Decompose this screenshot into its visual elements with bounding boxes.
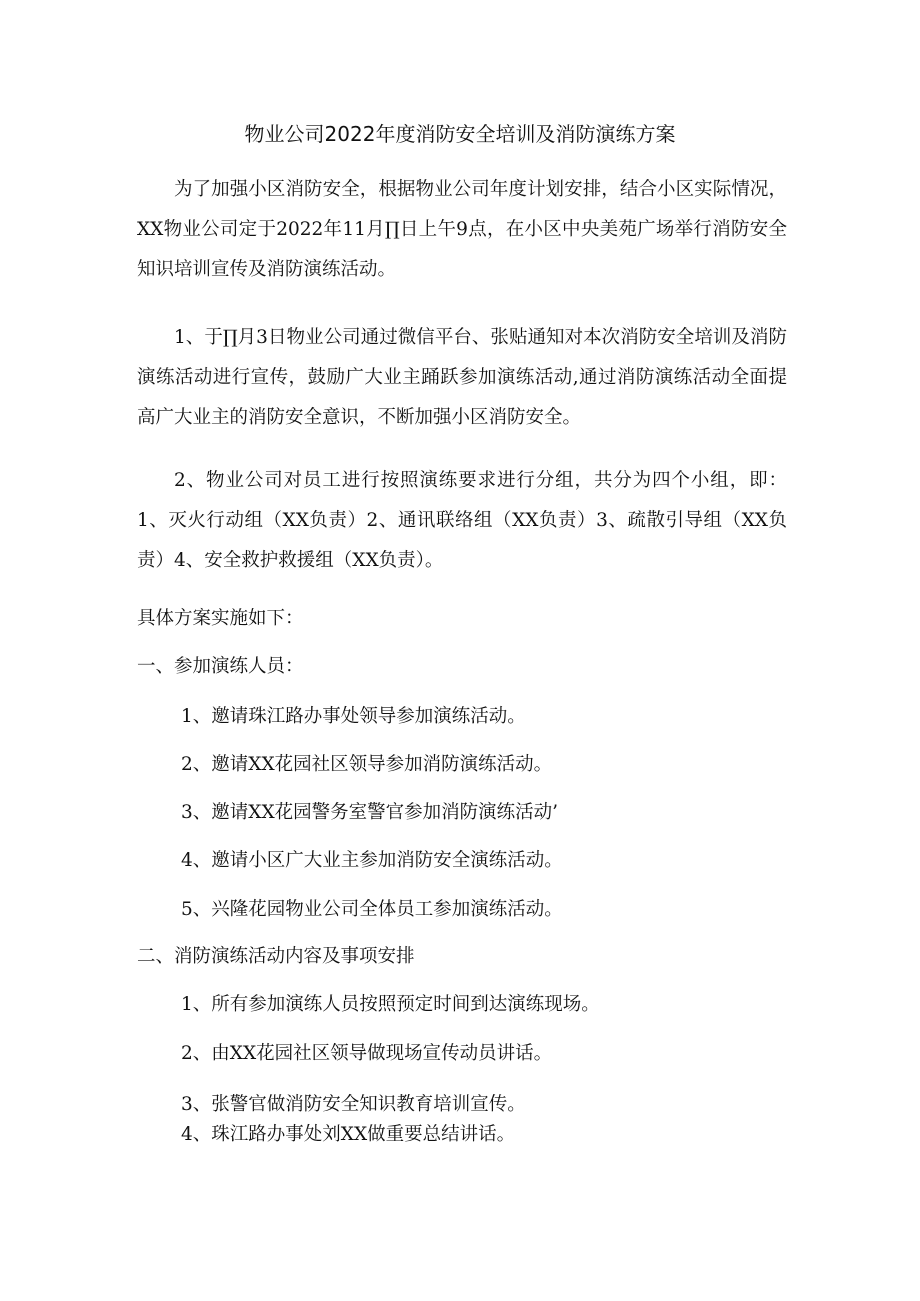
section-2-heading: 二、消防演练活动内容及事项安排 bbox=[137, 946, 415, 967]
section-2-item: 1、所有参加演练人员按照预定时间到达演练现场。 bbox=[181, 994, 600, 1015]
section-1-item: 5、兴隆花园物业公司全体员工参加演练活动。 bbox=[181, 899, 563, 920]
section-1-item: 1、邀请珠江路办事处领导参加演练活动。 bbox=[181, 706, 526, 727]
section-2-item: 2、由XX花园社区领导做现场宣传动员讲话。 bbox=[181, 1043, 553, 1064]
publicity-paragraph: 1、于∏月3日物业公司通过微信平台、张贴通知对本次消防安全培训及消防演练活动进行宣传，鼓励广大业主踊跃参加演练活动,通过消防演练活动全面提高广大业主的消防安全意识，不断加强小区消防安全。 bbox=[137, 327, 787, 428]
document-title: 物业公司2022年度消防安全培训及消防演练方案 bbox=[244, 122, 676, 146]
section-2-item: 4、珠江路办事处刘XX做重要总结讲话。 bbox=[181, 1124, 516, 1145]
section-2-item: 3、张警官做消防安全知识教育培训宣传。 bbox=[181, 1094, 526, 1115]
section-1-heading: 一、参加演练人员： bbox=[137, 656, 304, 677]
intro-paragraph: 为了加强小区消防安全，根据物业公司年度计划安排，结合小区实际情况，XX物业公司定于2022年11月∏日上午9点，在小区中央美苑广场举行消防安全知识培训宣传及消防演练活动。 bbox=[137, 179, 787, 280]
plan-intro: 具体方案实施如下： bbox=[137, 608, 304, 629]
section-1-item: 2、邀请XX花园社区领导参加消防演练活动。 bbox=[181, 754, 553, 775]
section-1-item: 3、邀请XX花园警务室警官参加消防演练活动’ bbox=[181, 802, 558, 823]
section-1-item: 4、邀请小区广大业主参加消防安全演练活动。 bbox=[181, 850, 563, 871]
grouping-paragraph: 2、物业公司对员工进行按照演练要求进行分组，共分为四个小组，即：1、灭火行动组（XX负责）2、通讯联络组（XX负责）3、疏散引导组（XX负责）4、安全救护救援组（XX负责）。 bbox=[137, 470, 787, 571]
